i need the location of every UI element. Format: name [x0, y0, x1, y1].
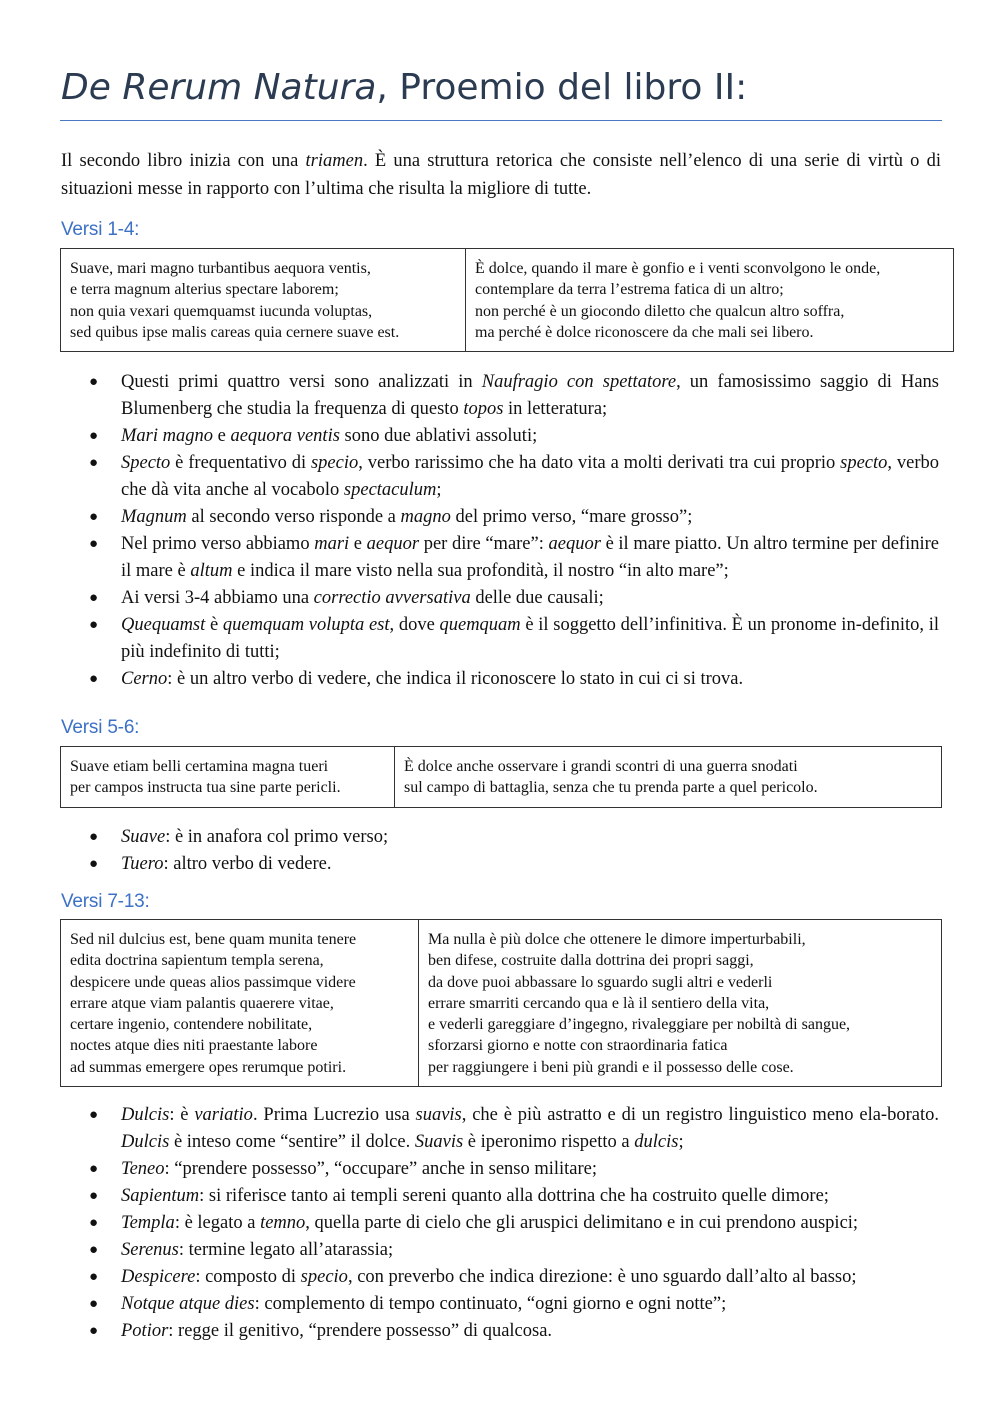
verse-line: errare atque viam palantis quaerere vitae,: [70, 994, 334, 1012]
title-underline: [60, 120, 942, 121]
italic-term: quemquam: [439, 615, 521, 635]
note-item: [89, 369, 939, 423]
italic-term: Serenus: [121, 1240, 179, 1260]
italic-term: mari: [314, 534, 350, 554]
italic-term: altum: [190, 561, 233, 581]
note-item: [89, 824, 939, 851]
verse-line: per campos instructa tua sine parte pericli.: [70, 779, 341, 797]
italic-term: spectaculum: [343, 480, 437, 500]
italic-term: variatio: [194, 1105, 253, 1125]
italic-term: Tuero: [121, 854, 164, 874]
italic-term: temno: [260, 1213, 306, 1233]
text-run: : si riferisce tanto ai templi sereni quanto alla dottrina che ha costruito quelle dimore;: [199, 1186, 829, 1206]
italic-term: correctio avversativa: [313, 588, 471, 608]
bullet-icon: ●: [89, 590, 99, 606]
text-run: è inteso come “sentire” il dolce.: [169, 1132, 415, 1152]
latin-verses: [61, 249, 466, 352]
text-run: , quella parte di cielo che gli aruspici delimitano e in cui prendono auspici;: [305, 1213, 859, 1233]
note-item: [89, 1183, 939, 1210]
text-run: è: [205, 615, 223, 635]
verse-line: per raggiungere i beni più grandi e il possesso delle cose.: [428, 1058, 794, 1076]
section-heading: Versi 1-4:: [61, 219, 140, 240]
text-run: , che è più astratto e di un registro linguistico meno ela-borato.: [461, 1105, 939, 1125]
verse-line: errare smarriti cercando qua e là il sentiero della vita,: [428, 994, 770, 1012]
verse-line: e vederli gareggiare d’ingegno, rivaleggiare per nobiltà di sangue,: [428, 1016, 851, 1034]
italic-term: aequora ventis: [230, 426, 340, 446]
text-run: Questi primi quattro versi sono analizzati in: [121, 372, 482, 392]
text-run: : altro verbo di vedere.: [163, 854, 332, 874]
bullet-icon: ●: [89, 509, 99, 525]
verse-table: [60, 919, 942, 1087]
italic-term: Cerno: [121, 669, 168, 689]
bullet-icon: ●: [89, 374, 99, 390]
italian-translation: [419, 920, 942, 1087]
text-run: : “prendere possesso”, “occupare” anche in senso militare;: [164, 1159, 598, 1179]
italic-term: Suave: [121, 827, 166, 847]
italic-term: specio: [310, 453, 359, 473]
text-run: . Prima Lucrezio usa: [252, 1105, 416, 1125]
verse-table: [60, 248, 954, 352]
bullet-icon: ●: [89, 1242, 99, 1258]
text-run: è il soggetto dell’infinitiva. È un pronome in-definito, il più indefinito di tutti;: [121, 615, 939, 662]
text-run: per dire “mare”:: [419, 534, 549, 554]
verse-line: ma perché è dolce riconoscere da che mali sei libero.: [475, 323, 814, 341]
text-run: Nel primo verso abbiamo: [121, 534, 315, 554]
text-run: Il secondo libro inizia con una: [61, 151, 306, 171]
text-run: è frequentativo di: [170, 453, 311, 473]
bullet-icon: ●: [89, 1215, 99, 1231]
text-run: : è legato a: [174, 1213, 261, 1233]
verse-table: [60, 746, 942, 808]
text-run: ;: [436, 480, 442, 500]
verse-line: Ma nulla è più dolce che ottenere le dimore imperturbabili,: [428, 931, 806, 948]
verse-line: contemplare da terra l’estrema fatica di un altro;: [475, 281, 784, 299]
text-run: ;: [678, 1132, 684, 1152]
intro-paragraph: [61, 147, 941, 203]
verse-line: despicere unde queas alios passimque videre: [70, 973, 356, 991]
text-run: sono due ablativi assoluti;: [339, 426, 538, 446]
bullet-icon: ●: [89, 1269, 99, 1285]
italic-term: Quequamst: [121, 615, 206, 635]
verse-line: È dolce anche osservare i grandi scontri di una guerra snodati: [404, 758, 798, 775]
italic-term: Mari magno: [121, 426, 213, 446]
bullet-icon: ●: [89, 455, 99, 471]
bullet-icon: ●: [89, 1296, 99, 1312]
page-title-rest: , Proemio del libro II:: [376, 67, 748, 108]
italic-term: triamen: [305, 151, 364, 171]
bullet-icon: ●: [89, 671, 99, 687]
text-run: , dove: [389, 615, 440, 635]
italic-term: Specto: [121, 453, 171, 473]
verse-line: non perché è un giocondo diletto che qualcun altro soffra,: [475, 302, 845, 320]
verse-line: e terra magnum alterius spectare laborem;: [70, 281, 339, 299]
note-item: [89, 1291, 939, 1318]
italic-term: aequor: [548, 534, 601, 554]
text-run: del primo verso, “mare grosso”;: [450, 507, 693, 527]
note-item: [89, 851, 939, 878]
italic-term: Naufragio con spettatore: [481, 372, 677, 392]
verse-line: Sed nil dulcius est, bene quam munita tenere: [70, 931, 357, 948]
note-item: [89, 423, 939, 450]
italic-term: magno: [400, 507, 451, 527]
italic-term: Templa: [121, 1213, 175, 1233]
text-run: : è: [169, 1105, 195, 1125]
note-item: [89, 585, 939, 612]
text-run: : complemento di tempo continuato, “ogni giorno e ogni notte”;: [254, 1294, 727, 1314]
italic-term: Dulcis: [121, 1105, 170, 1125]
note-item: [89, 504, 939, 531]
latin-verses: [61, 920, 419, 1087]
notes-list: [89, 824, 939, 878]
verse-line: ben difese, costruite dalla dottrina dei propri saggi,: [428, 952, 754, 970]
italic-term: suavis: [415, 1105, 462, 1125]
note-item: [89, 1264, 939, 1291]
text-run: è iperonimo rispetto a: [463, 1132, 635, 1152]
italic-term: topos: [463, 399, 504, 419]
italic-term: Despicere: [121, 1267, 196, 1287]
bullet-icon: ●: [89, 617, 99, 633]
italic-term: Notque atque dies: [121, 1294, 255, 1314]
text-run: , un famosissimo saggio di Hans Blumenberg che studia la frequenza di questo: [121, 372, 939, 419]
note-item: [89, 1102, 939, 1156]
italian-translation: [466, 249, 954, 352]
note-item: [89, 1156, 939, 1183]
bullet-icon: ●: [89, 536, 99, 552]
note-item: [89, 1237, 939, 1264]
bullet-icon: ●: [89, 1161, 99, 1177]
text-run: , verbo che dà vita anche al vocabolo: [121, 453, 939, 500]
text-run: e: [349, 534, 367, 554]
text-run: al secondo verso risponde a: [186, 507, 401, 527]
verse-line: sforzarsi giorno e notte con straordinaria fatica: [428, 1037, 728, 1055]
note-item: [89, 531, 939, 585]
text-run: : è in anafora col primo verso;: [165, 827, 389, 847]
section-heading: Versi 5-6:: [61, 717, 140, 738]
italic-term: Suavis: [414, 1132, 464, 1152]
text-run: : regge il genitivo, “prendere possesso” di qualcosa.: [168, 1321, 553, 1341]
italian-translation: [395, 747, 942, 808]
bullet-icon: ●: [89, 1188, 99, 1204]
note-item: [89, 666, 939, 693]
italic-term: Sapientum: [121, 1186, 200, 1206]
text-run: delle due causali;: [470, 588, 604, 608]
verse-line: Suave etiam belli certamina magna tueri: [70, 758, 329, 775]
verse-line: certare ingenio, contendere nobilitate,: [70, 1016, 313, 1034]
latin-verses: [61, 747, 395, 808]
section-heading: Versi 7-13:: [61, 891, 150, 912]
verse-line: Suave, mari magno turbantibus aequora ventis,: [70, 260, 371, 277]
page-title: [61, 64, 747, 112]
verse-line: È dolce, quando il mare è gonfio e i venti sconvolgono le onde,: [475, 260, 881, 277]
italic-term: aequor: [366, 534, 420, 554]
text-run: : composto di: [195, 1267, 301, 1287]
bullet-icon: ●: [89, 428, 99, 444]
verse-line: edita doctrina sapientum templa serena,: [70, 952, 324, 970]
note-item: [89, 1318, 939, 1345]
verse-line: ad summas emergere opes rerumque potiri.: [70, 1058, 347, 1076]
text-run: è il mare piatto. Un altro termine per definire il mare è: [121, 534, 939, 581]
bullet-icon: ●: [89, 1323, 99, 1339]
note-item: [89, 1210, 939, 1237]
note-item: [89, 612, 939, 666]
text-run: e: [213, 426, 231, 446]
text-run: , con preverbo che indica direzione: è uno sguardo dall’alto al basso;: [347, 1267, 857, 1287]
italic-term: Magnum: [121, 507, 187, 527]
notes-list: [89, 1102, 939, 1345]
verse-line: sed quibus ipse malis careas quia cernere suave est.: [70, 323, 400, 341]
verse-line: sul campo di battaglia, senza che tu prenda parte a quel pericolo.: [404, 779, 818, 797]
note-item: [89, 450, 939, 504]
verse-line: non quia vexari quemquamst iucunda voluptas,: [70, 302, 373, 320]
page-title-italic: De Rerum Natura: [61, 67, 377, 108]
verse-line: noctes atque dies niti praestante labore: [70, 1037, 318, 1055]
text-run: . È una struttura retorica che consiste nell’elenco di una serie di virtù o di situazioni messe in rapporto con l’ultima che risulta la migliore di tutte.: [61, 151, 941, 199]
italic-term: quemquam volupta est: [222, 615, 390, 635]
text-run: : è un altro verbo di vedere, che indica il riconoscere lo stato in cui ci si trova.: [167, 669, 744, 689]
bullet-icon: ●: [89, 856, 99, 872]
bullet-icon: ●: [89, 829, 99, 845]
text-run: e indica il mare visto nella sua profondità, il nostro “in alto mare”;: [232, 561, 729, 581]
italic-term: Potior: [121, 1321, 169, 1341]
italic-term: Teneo: [121, 1159, 165, 1179]
verse-line: da dove puoi abbassare lo sguardo sugli altri e vederli: [428, 973, 773, 991]
text-run: : termine legato all’atarassia;: [178, 1240, 394, 1260]
notes-list: [89, 369, 939, 693]
italic-term: specio: [300, 1267, 348, 1287]
italic-term: specto: [840, 453, 888, 473]
text-run: , verbo rarissimo che ha dato vita a molti derivati tra cui proprio: [358, 453, 841, 473]
text-run: in letteratura;: [503, 399, 608, 419]
italic-term: Dulcis: [121, 1132, 170, 1152]
bullet-icon: ●: [89, 1107, 99, 1123]
italic-term: dulcis: [634, 1132, 679, 1152]
text-run: Ai versi 3-4 abbiamo una: [121, 588, 314, 608]
